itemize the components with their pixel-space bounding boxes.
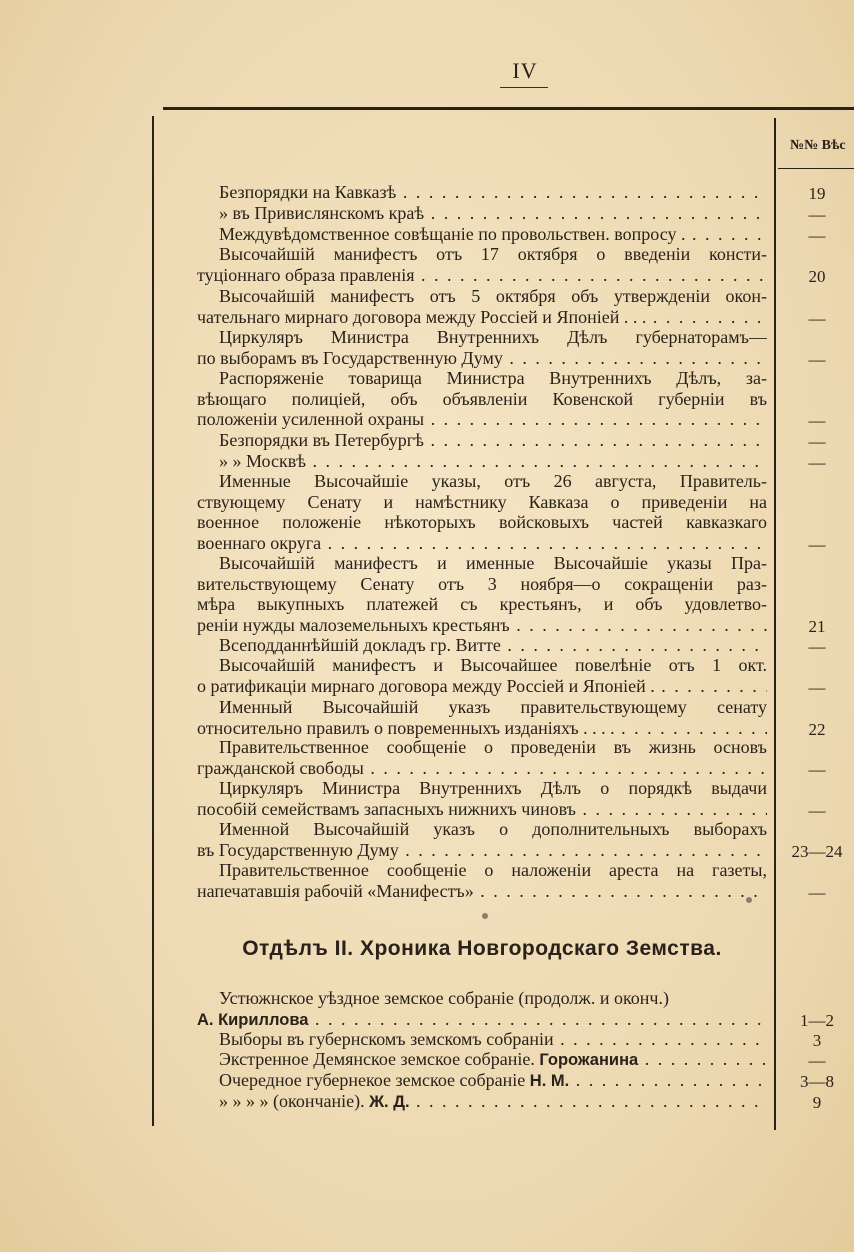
toc-entry-line [197, 1009, 767, 1031]
page-ref: — [808, 759, 826, 779]
entry-title: Выборы въ губернскомъ земскомъ собраніи [219, 1029, 554, 1049]
page-ref: 3—8 [800, 1072, 834, 1091]
top-rule [163, 107, 854, 110]
leader-dots [424, 430, 767, 450]
leader-dots [424, 409, 767, 429]
leader-dots [474, 881, 767, 901]
toc-entry [197, 697, 767, 738]
toc-entry-line: Циркуляръ Министра Внутреннихъ Дѣлъ о порядкѣ выдачи [219, 778, 767, 798]
toc-entry-line: Именный Высочайшій указъ правительствующему сенату [219, 697, 767, 717]
toc-entry [197, 451, 767, 472]
page-ref: — [808, 677, 826, 697]
toc-entry [197, 430, 767, 451]
toc-entry-line [197, 1029, 767, 1050]
page-ref: — [808, 637, 826, 656]
toc-entry [197, 1049, 767, 1071]
toc-entry-line: по выборамъ въ Государственную Думу . . . [197, 348, 767, 369]
toc-entry [197, 737, 767, 778]
leader-dots [576, 799, 767, 819]
author-name: А. Кириллова [197, 1010, 309, 1029]
toc-entry-line: Правительственное сообщеніе о наложеніи ареста на газеты, [219, 860, 767, 880]
page-ref: — [808, 1051, 826, 1070]
page-ref: — [808, 432, 826, 451]
toc-entry [197, 1070, 767, 1092]
leader-dots [638, 1049, 767, 1069]
toc-entry-line: » » Москвѣ . . . [197, 451, 767, 472]
toc-entry-line: Устюжнское уѣздное земское собраніе (продолж. и оконч.) [219, 988, 669, 1008]
toc-entry [197, 182, 767, 203]
toc-entry [197, 203, 767, 224]
leader-dots [503, 348, 767, 368]
toc-entry [197, 327, 767, 368]
author-name: Ж. Д. [369, 1093, 410, 1111]
page-ref: 19 [808, 184, 826, 203]
leader-dots [399, 840, 767, 860]
toc-entry-line: вительствующему Сенату отъ 3 ноября—о сокращеніи раз- [197, 573, 767, 594]
leader-dots [501, 635, 767, 655]
toc-entry-line: пособій семействамъ запасныхъ нижнихъ чиновъ . . . [197, 799, 767, 820]
page-ref: — [808, 800, 826, 820]
toc-entry-line: ствующему Сенату и намѣстнику Кавказа о приведеніи на [197, 491, 767, 512]
toc-entry-line [197, 1070, 767, 1092]
page-ref: 23—24 [791, 841, 843, 861]
toc-entry-line: Междувѣдомственное совѣщаніе по провольствен. вопросу . . . . [197, 224, 767, 245]
toc-entry [197, 244, 767, 285]
leader-dots [306, 451, 767, 471]
page-number-rule [500, 87, 548, 88]
toc-entry-line: Высочайшій манифестъ и именные Высочайшіе указы Пра- [219, 553, 767, 573]
leader-dots [364, 758, 767, 778]
toc-entry-line [197, 1091, 767, 1113]
page-ref: 9 [812, 1093, 822, 1112]
page-ref: — [808, 205, 826, 224]
leader-dots [569, 1070, 767, 1090]
page-ref: 1—2 [800, 1010, 834, 1030]
ink-spot [746, 897, 752, 903]
leader-dots [510, 615, 767, 635]
page-ref: — [808, 534, 826, 554]
entry-title: » » » » (окончаніе). [219, 1091, 370, 1111]
page-ref: 22 [808, 719, 826, 739]
leader-dots [308, 1009, 767, 1029]
toc-entry-line: о ратификаціи мирнаго договора между Россіей и Японіей . . . . [197, 676, 767, 697]
leader-dots [396, 182, 767, 202]
toc-entry-line: Безпорядки въ Петербургѣ . . . [197, 430, 767, 451]
toc-entry [197, 1029, 767, 1050]
leader-dots [615, 718, 767, 738]
column-header: №№ Вѣс [790, 138, 846, 153]
page-ref: — [808, 349, 826, 369]
toc-entry-line: Именной Высочайшій указъ о дополнительныхъ выборахъ [219, 819, 767, 839]
toc-entry-line: вѣющаго полиціей, объ объявленіи Ковенской губерніи въ [197, 388, 767, 409]
leader-dots [321, 533, 767, 553]
toc-entry-line: туціоннаго образа правленія . . . [197, 265, 767, 286]
toc-entry-line: въ Государственную Думу . . . [197, 840, 767, 861]
toc-entry-line: гражданской свободы . . . [197, 758, 767, 779]
column-header-rule [778, 168, 854, 169]
leader-dots [414, 265, 767, 285]
page-ref: 20 [808, 266, 826, 286]
toc-entry-line: военное положеніе нѣкоторыхъ войсковыхъ частей кавказкаго [197, 512, 767, 532]
toc-entry-line: военнаго округа . . . [197, 533, 767, 554]
toc-entry-line [197, 1049, 767, 1071]
toc-entry-line: напечатавшія рабочій «Манифестъ» . . . [197, 881, 767, 902]
toc-entry [197, 224, 767, 245]
toc-entry-line: Именные Высочайшіе указы, отъ 26 августа, Правитель- [219, 471, 767, 491]
author-name: Горожанина [539, 1051, 639, 1069]
toc-entry [197, 988, 767, 1030]
page-column-divider [774, 118, 776, 1130]
entry-title: Очередное губернекое земское собраніе [219, 1070, 530, 1090]
page-ref: 3 [812, 1031, 822, 1050]
toc-entry [197, 553, 767, 635]
toc-entry-line: Высочайшій манифестъ отъ 5 октября объ утвержденіи окон- [219, 286, 767, 306]
page-number: IV [512, 58, 538, 83]
leader-dots [554, 1029, 767, 1049]
toc-entry [197, 471, 767, 553]
toc-entry-line: Высочайшій манифестъ и Высочайшее повелѣніе отъ 1 окт. [219, 655, 767, 675]
toc-entry-line: Правительственное сообщеніе о проведеніи въ жизнь основъ [219, 737, 767, 757]
toc-entry-line: » въ Привислянскомъ краѣ . . . [197, 203, 767, 224]
leader-dots [685, 224, 767, 244]
toc-entry-line: Безпорядки на Кавказѣ . . . [197, 182, 767, 203]
toc-entry [197, 368, 767, 430]
toc-entry-line: положеніи усиленной охраны . . . [197, 409, 767, 430]
section-title: Отдѣлъ II. Хроника Новгородскаго Земства. [242, 937, 722, 960]
toc-entry [197, 778, 767, 819]
toc-entry [197, 860, 767, 901]
toc-entry-line: Циркуляръ Министра Внутреннихъ Дѣлъ губернаторамъ— [219, 327, 767, 347]
leader-dots [655, 676, 767, 696]
toc-entry-line: реніи нужды малоземельныхъ крестьянъ . . . [197, 615, 767, 636]
toc-entry [197, 286, 767, 327]
toc-entry-line: Всеподданнѣйшій докладъ гр. Витте . . . [197, 635, 767, 656]
toc-entry [197, 635, 767, 656]
toc-entry-line: Распоряженіе товарища Министра Внутреннихъ Дѣлъ, за- [219, 368, 767, 388]
entry-title: Экстренное Демянское земское собраніе. [219, 1049, 540, 1069]
toc-entry-line: мѣра выкупныхъ платежей съ крестьянъ, и объ удовлетво- [197, 594, 767, 614]
leader-dots [410, 1091, 767, 1111]
leader-dots [646, 307, 767, 327]
toc-entry-line: относительно правилъ о повременныхъ изданіяхъ . . . . . . . [197, 718, 767, 739]
author-name: Н. М. [529, 1072, 570, 1090]
toc-entry [197, 819, 767, 860]
leader-dots [424, 203, 767, 223]
page-ref: — [808, 308, 826, 328]
left-border [152, 116, 154, 1126]
page-ref: — [808, 226, 826, 245]
page-ref: — [808, 453, 826, 472]
page-ref: 21 [808, 616, 826, 636]
toc-entry [197, 1091, 767, 1113]
toc-entry-line: Высочайшій манифестъ отъ 17 октября о введеніи консти- [219, 244, 767, 264]
page-ref: — [808, 411, 826, 430]
toc-entry [197, 655, 767, 696]
toc-entry-line: чательнаго мирнаго договора между Россіей и Японіей . . . . . . [197, 307, 767, 328]
page-ref: — [808, 882, 826, 902]
ink-spot [482, 913, 488, 919]
